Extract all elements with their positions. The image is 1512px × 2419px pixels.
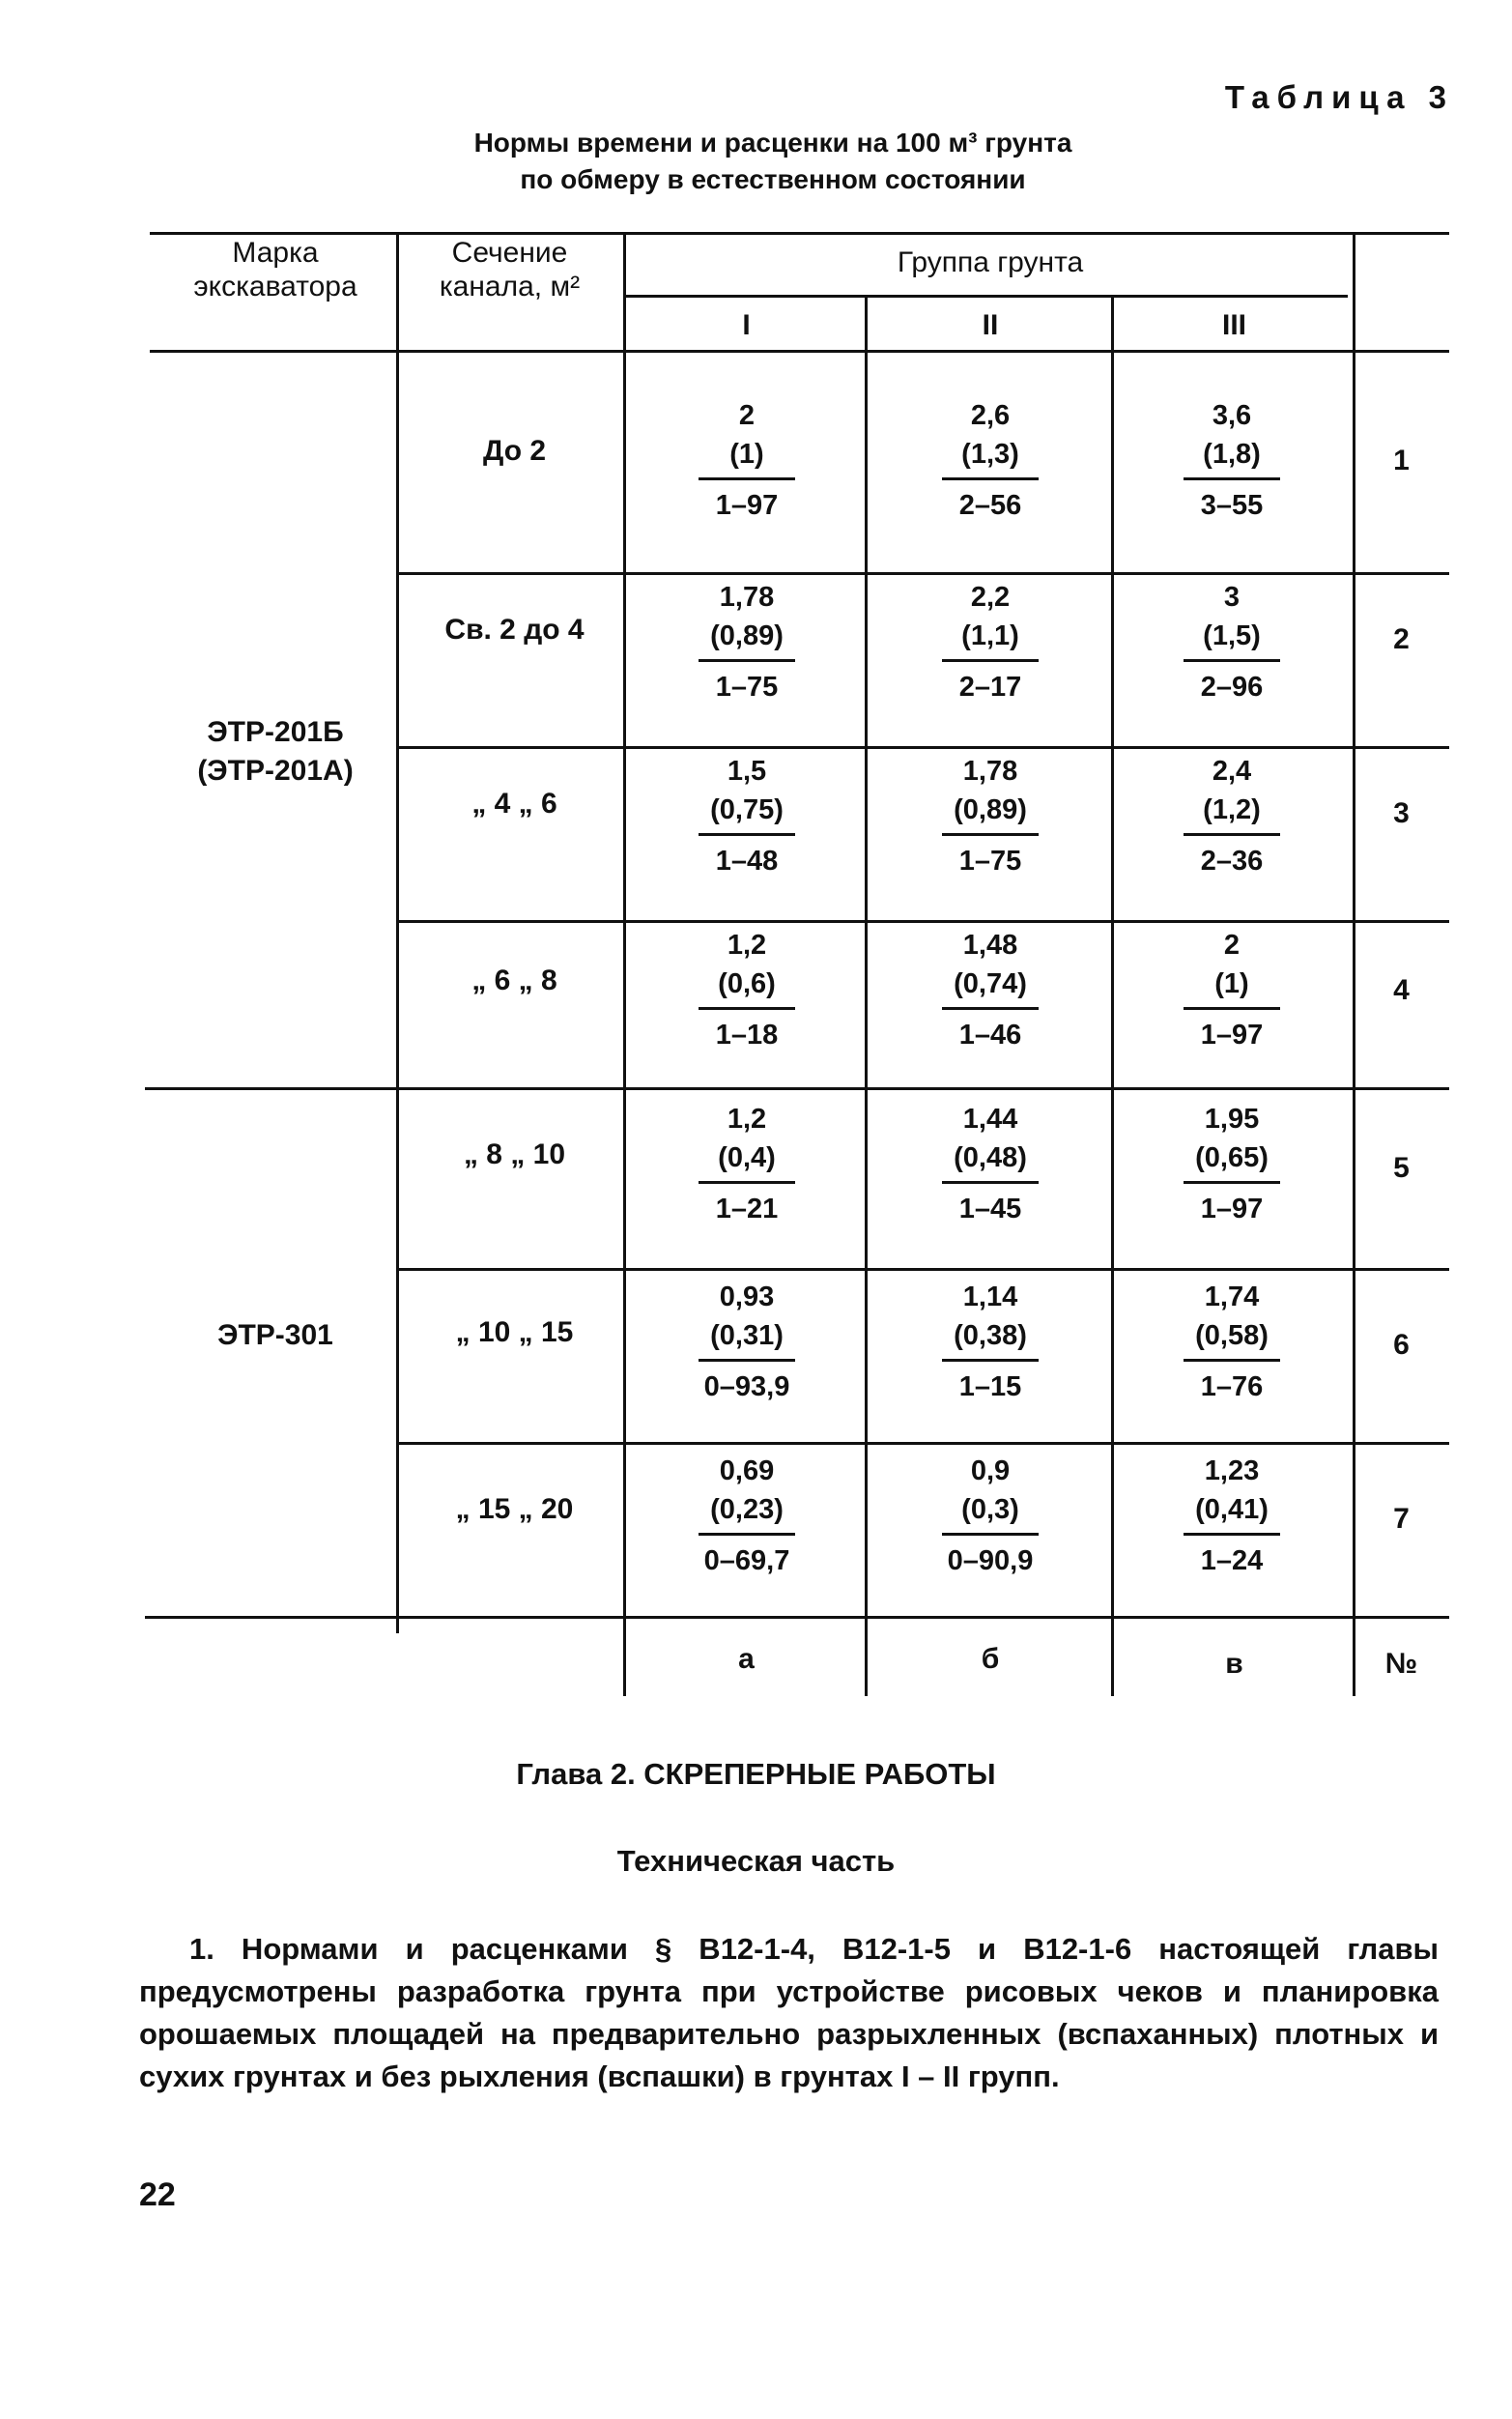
cell-r5-g2: 1,44 (0,48) 1–45 (908, 1100, 1072, 1228)
section-label: До 2 (482, 435, 547, 467)
cell-r1-g2: 2,6 (1,3) 2–56 (908, 396, 1072, 525)
column-letter-b: б (981, 1643, 1000, 1675)
cell-r4-g1: 1,2 (0,6) 1–18 (665, 926, 829, 1054)
row-number: 1 (1393, 445, 1410, 476)
row-number: 2 (1393, 623, 1410, 655)
paragraph: 1. Нормами и расценками § В12-1-4, В12-1-5 и В12-1-6 настоящей главы предусмотрены разработка грунта при устройстве рисовых чеков и планировка орошаемых площадей на предварительно разрыхленных (вспаханных) плотных и сухих грунтах и без рыхления (вспашки) в грунтах I – II групп. (139, 1932, 1439, 2093)
cell-r5-g1: 1,2 (0,4) 1–21 (665, 1100, 829, 1228)
cell-r1-g3: 3,6 (1,8) 3–55 (1150, 396, 1314, 525)
cell-r7-g1: 0,69 (0,23) 0–69,7 (665, 1452, 829, 1580)
header-group-1: I (742, 309, 751, 341)
cell-r4-g3: 2 (1) 1–97 (1150, 926, 1314, 1054)
table-title-line2: по обмеру в естественном состоянии (520, 164, 1026, 194)
column-letter-v: в (1225, 1648, 1243, 1680)
row-number: 4 (1393, 974, 1410, 1006)
table-title-line1: Нормы времени и расценки на 100 м³ грунта (473, 128, 1072, 158)
header-group-3: III (1221, 309, 1246, 341)
section-label: „ 10 „ 15 (455, 1316, 574, 1348)
column-num-sign: № (1384, 1648, 1418, 1680)
table-label: Таблица 3 (1224, 79, 1454, 115)
page-number: 22 (139, 2176, 176, 2213)
section-subtitle: Техническая часть (616, 1844, 896, 1878)
excavator-etr201: ЭТР-201Б (ЭТР-201А) (197, 716, 354, 787)
cell-r6-g2: 1,14 (0,38) 1–15 (908, 1278, 1072, 1406)
cell-r2-g2: 2,2 (1,1) 2–17 (908, 578, 1072, 706)
cell-r4-g2: 1,48 (0,74) 1–46 (908, 926, 1072, 1054)
section-label: „ 8 „ 10 (463, 1138, 566, 1170)
row-number: 6 (1393, 1329, 1410, 1361)
cell-r3-g3: 2,4 (1,2) 2–36 (1150, 752, 1314, 880)
section-label: Св. 2 до 4 (444, 614, 585, 646)
row-number: 5 (1393, 1152, 1410, 1184)
cell-r7-g3: 1,23 (0,41) 1–24 (1150, 1452, 1314, 1580)
cell-r7-g2: 0,9 (0,3) 0–90,9 (908, 1452, 1072, 1580)
section-label: „ 6 „ 8 (471, 965, 557, 996)
section-label: „ 4 „ 6 (471, 788, 557, 820)
row-number: 7 (1393, 1503, 1410, 1535)
cell-r5-g3: 1,95 (0,65) 1–97 (1150, 1100, 1314, 1228)
header-section: Сечение канала, м² (439, 237, 581, 302)
cell-r3-g1: 1,5 (0,75) 1–48 (665, 752, 829, 880)
section-label: „ 15 „ 20 (455, 1493, 574, 1525)
header-soil-group: Группа грунта (897, 246, 1084, 278)
cell-r1-g1: 2 (1) 1–97 (665, 396, 829, 525)
cell-r6-g1: 0,93 (0,31) 0–93,9 (665, 1278, 829, 1406)
excavator-etr301: ЭТР-301 (217, 1319, 333, 1351)
cell-r2-g3: 3 (1,5) 2–96 (1150, 578, 1314, 706)
chapter-title: Глава 2. СКРЕПЕРНЫЕ РАБОТЫ (516, 1757, 996, 1791)
cell-r2-g1: 1,78 (0,89) 1–75 (665, 578, 829, 706)
cell-r6-g3: 1,74 (0,58) 1–76 (1150, 1278, 1314, 1406)
cell-r3-g2: 1,78 (0,89) 1–75 (908, 752, 1072, 880)
row-number: 3 (1393, 797, 1410, 829)
column-letter-a: а (738, 1643, 755, 1675)
header-group-2: II (982, 309, 999, 341)
header-brand: Марка экскаватора (193, 237, 357, 302)
